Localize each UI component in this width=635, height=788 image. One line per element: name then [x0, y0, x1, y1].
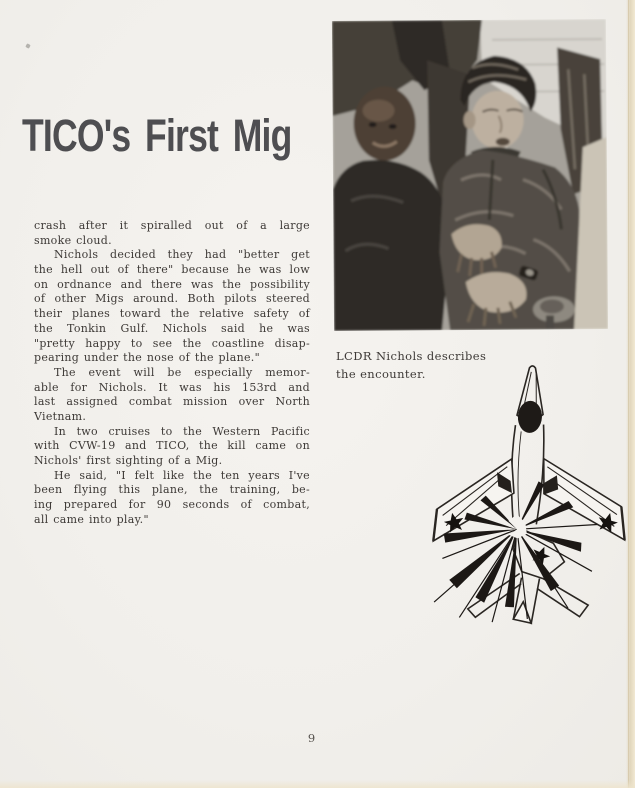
- body-line: ing prepared for 90 seconds of combat,: [34, 498, 310, 512]
- body-line: of other Migs around. Both pilots steered: [34, 292, 310, 306]
- body-line: He said, "I felt like the ten years I've: [54, 468, 310, 482]
- mig-drawing: [426, 362, 635, 630]
- body-line: "pretty happy to see the coastline disap-: [34, 336, 310, 350]
- scan-edge-right-line: [628, 0, 629, 788]
- body-line: crash after it spiralled out of a large: [34, 219, 310, 232]
- mig-illustration: [426, 362, 635, 630]
- article-body: [34, 219, 310, 527]
- body-line: Nichols' first sighting of a Mig.: [34, 454, 223, 467]
- photo-nichols-encounter: [332, 19, 608, 331]
- body-line: Nichols decided they had "better get: [54, 248, 310, 262]
- body-line: The event will be especially memor-: [54, 365, 310, 379]
- scan-edge-bottom: [0, 780, 635, 788]
- caption-line: the encounter.: [336, 367, 426, 381]
- body-line: the Tonkin Gulf. Nichols said he was: [34, 321, 310, 335]
- canopy: [517, 400, 543, 433]
- body-line: In two cruises to the Western Pacific: [54, 424, 310, 438]
- scan-speck: [25, 43, 30, 48]
- body-line: been flying this plane, the training, be-: [34, 483, 310, 497]
- page-number: 9: [307, 731, 317, 745]
- body-line: their planes toward the relative safety of: [34, 307, 310, 321]
- body-line: with CVW-19 and TICO, the kill came on: [34, 439, 310, 453]
- body-line: Vietnam.: [34, 409, 87, 423]
- body-line: the hell out of there" because he was low: [34, 263, 310, 277]
- body-line: on ordnance and there was the possibility: [34, 277, 310, 291]
- body-line: smoke cloud.: [34, 233, 112, 247]
- photo-image: [332, 19, 608, 331]
- body-line: all came into play.": [34, 512, 149, 526]
- body-line: pearing under the nose of the plane.": [34, 351, 260, 365]
- caption-line: LCDR Nichols describes: [336, 349, 487, 363]
- body-line: last assigned combat mission over North: [34, 395, 310, 409]
- page-title: TICO's First Mig: [22, 110, 292, 161]
- body-line: able for Nichols. It was his 153rd and: [34, 380, 310, 394]
